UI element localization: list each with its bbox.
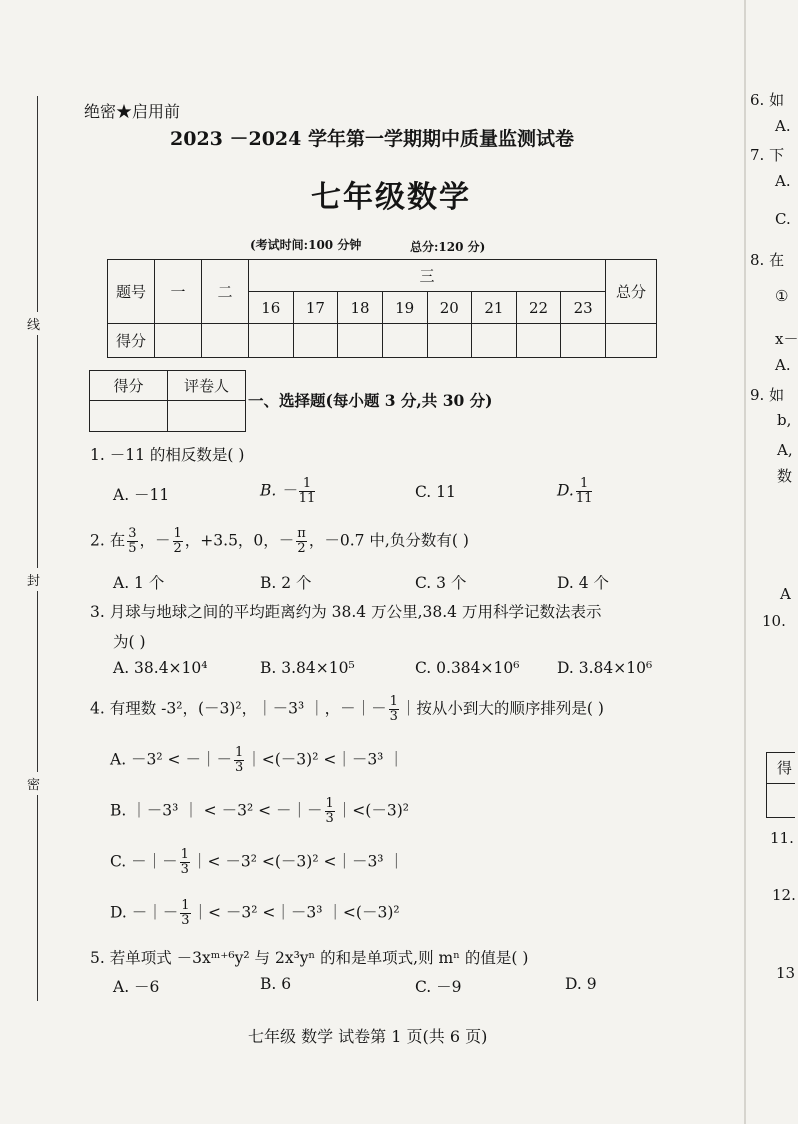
- q2-t3: ，－0.7 中,负分数有( ): [308, 531, 469, 550]
- rc-q9-a: A,: [777, 441, 793, 459]
- q2-frac1: [127, 527, 137, 556]
- q5-option-a: A. －6: [113, 978, 160, 996]
- q1-d-label: D.: [557, 481, 574, 500]
- score-cell: [293, 324, 338, 358]
- rc-q7: 7. 下: [750, 146, 785, 164]
- secret-label: 绝密★启用前: [84, 102, 181, 121]
- grader-score-label: 得分: [90, 371, 168, 401]
- q4-d-frac: [180, 899, 190, 928]
- rc-q9-shu: 数: [777, 467, 793, 485]
- grader-cell: [90, 401, 168, 432]
- page-fold: [744, 0, 746, 1124]
- score-sub-col: 17: [293, 292, 338, 324]
- q2-f1d: 5: [128, 541, 137, 556]
- q4-b-post: ｜<(－3)²: [336, 801, 409, 820]
- q4-stem-pre: 4. 有理数 -3²，(－3)²，｜－3³ ｜，－｜－: [90, 699, 387, 718]
- score-sub-col: 18: [338, 292, 383, 324]
- rc-q8-x: x－: [775, 330, 798, 348]
- q1-d-fraction: [576, 477, 593, 506]
- q2-f1n: 3: [128, 526, 137, 541]
- q3-stem-line2: 为( ): [113, 633, 146, 651]
- score-col-total: 总分: [606, 260, 657, 324]
- q4-d-num: 1: [181, 898, 190, 913]
- score-sub-col: 22: [516, 292, 561, 324]
- q4-b-frac: [325, 797, 335, 826]
- subject-title: 七年级数学: [311, 180, 471, 215]
- q2-option-b: B. 2 个: [260, 574, 312, 592]
- q3-stem-line1: 3. 月球与地球之间的平均距离约为 38.4 万公里,38.4 万用科学记数法表示: [90, 603, 602, 621]
- q1-stem: 1. －11 的相反数是( ): [90, 446, 245, 464]
- q4-option-a: [110, 746, 404, 775]
- rc-q8: 8. 在: [750, 251, 785, 269]
- grader-cell: [168, 401, 246, 432]
- score-cell: [516, 324, 561, 358]
- score-cell: [472, 324, 517, 358]
- q2-option-d: D. 4 个: [557, 574, 610, 592]
- q4-option-c: [110, 848, 404, 877]
- q4-b-pre: B. ｜－3³ ｜ < －3² < －｜－: [110, 801, 323, 820]
- rc-q8-circ: ①: [775, 287, 789, 305]
- q2-option-a: A. 1 个: [113, 574, 165, 592]
- score-col-one: 一: [155, 260, 202, 324]
- q4-fd: 3: [389, 709, 398, 724]
- q2-t0: 2. 在: [90, 531, 126, 550]
- q4-d-pre: D. －｜－: [110, 903, 179, 922]
- binding-line: [37, 96, 38, 1001]
- q2-option-c: C. 3 个: [415, 574, 467, 592]
- q4-a-frac: [234, 746, 244, 775]
- rc-q7c: C.: [775, 210, 791, 228]
- exam-title: 2023 －2024 学年第一学期期中质量监测试卷: [170, 128, 574, 150]
- q3-option-c: C. 0.384×10⁶: [415, 659, 520, 677]
- q1-b-den: 11: [298, 491, 316, 506]
- q4-option-d: [110, 899, 400, 928]
- total-points: 总分:120 分): [410, 240, 486, 254]
- q1-b-fraction: [299, 477, 316, 506]
- q1-b-num: 1: [299, 477, 316, 492]
- q1-d-den: 11: [575, 491, 593, 506]
- q2-frac2: [173, 527, 183, 556]
- q4-c-pre: C. －｜－: [110, 852, 178, 871]
- score-table-label-q: 题号: [108, 260, 155, 324]
- rc-q13: 13: [776, 964, 796, 982]
- page-footer: 七年级 数学 试卷第 1 页(共 6 页): [248, 1027, 488, 1046]
- score-sub-col: 20: [427, 292, 472, 324]
- score-table-label-score: 得分: [108, 324, 155, 358]
- score-sub-col: 23: [561, 292, 606, 324]
- q4-stem-frac: [389, 695, 399, 724]
- q2-f2d: 2: [173, 541, 182, 556]
- q3-option-a: A. 38.4×10⁴: [113, 659, 208, 677]
- q2-f2n: 1: [173, 526, 182, 541]
- grader-box: [89, 370, 246, 432]
- q2-stem: [90, 527, 469, 556]
- rc-q6: 6. 如: [750, 91, 785, 109]
- q4-c-num: 1: [180, 847, 189, 862]
- q3-option-b: B. 3.84×10⁵: [260, 659, 355, 677]
- q4-a-post: ｜<(－3)² <｜－3³ ｜: [246, 750, 404, 769]
- q4-d-post: ｜< －3² <｜－3³ ｜<(－3)²: [192, 903, 400, 922]
- q1-option-a: A. －11: [113, 486, 170, 504]
- rc-q10: 10.: [762, 612, 786, 630]
- q4-stem-post: ｜按从小到大的顺序排列是( ): [400, 699, 604, 718]
- q1-option-c: C. 11: [415, 483, 456, 501]
- q5-option-b: B. 6: [260, 975, 292, 993]
- binding-mark-line: 线: [27, 312, 40, 335]
- score-cell: [561, 324, 606, 358]
- binding-mark-secret: 密: [27, 772, 40, 795]
- score-sub-col: 21: [472, 292, 517, 324]
- q4-c-frac: [180, 848, 190, 877]
- rc-q7a: A.: [775, 172, 791, 190]
- score-cell: [202, 324, 249, 358]
- q2-frac3: [296, 527, 307, 556]
- score-cell: [606, 324, 657, 358]
- rc-q8a: A.: [775, 356, 791, 374]
- section1-title: 一、选择题(每小题 3 分,共 30 分): [248, 391, 493, 410]
- q4-fn: 1: [389, 694, 398, 709]
- score-sub-col: 19: [382, 292, 427, 324]
- rc-q12: 12.: [772, 886, 796, 904]
- exam-time: (考试时间:100 分钟: [250, 238, 362, 252]
- q4-c-post: ｜< －3² <(－3)² <｜－3³ ｜: [191, 852, 404, 871]
- q2-t1: ，－: [139, 531, 171, 550]
- q1-b-label: B. －: [260, 481, 297, 500]
- q3-option-d: D. 3.84×10⁶: [557, 659, 653, 677]
- q4-a-den: 3: [234, 760, 244, 775]
- q4-option-b: [110, 797, 409, 826]
- score-cell: [427, 324, 472, 358]
- q4-a-num: 1: [234, 745, 244, 760]
- score-col-two: 二: [202, 260, 249, 324]
- q2-f3d: 2: [297, 541, 306, 556]
- score-cell: [338, 324, 383, 358]
- rc-score-box: [766, 752, 795, 818]
- rc-q6a: A.: [775, 117, 791, 135]
- q5-option-d: D. 9: [565, 975, 597, 993]
- grader-name-label: 评卷人: [168, 371, 246, 401]
- q1-option-b: [260, 477, 317, 506]
- score-table: [107, 259, 657, 358]
- score-cell: [382, 324, 427, 358]
- score-col-three: 三: [249, 260, 606, 292]
- q4-a-pre: A. －3² < －｜－: [110, 750, 232, 769]
- binding-mark-seal: 封: [27, 568, 40, 591]
- score-cell: [249, 324, 294, 358]
- score-cell: [155, 324, 202, 358]
- q4-c-den: 3: [180, 862, 189, 877]
- rc-q9-b: b,: [777, 411, 792, 429]
- q1-option-d: [557, 477, 594, 506]
- q4-d-den: 3: [181, 913, 190, 928]
- score-sub-col: 16: [249, 292, 294, 324]
- q4-stem: [90, 695, 604, 724]
- rc-q9: 9. 如: [750, 386, 785, 404]
- q4-b-num: 1: [325, 796, 334, 811]
- q2-t2: ，+3.5，0，－: [184, 531, 295, 550]
- q2-f3n: π: [297, 526, 306, 541]
- rc-q9-A: A: [780, 585, 791, 603]
- rc-q11: 11.: [770, 829, 794, 847]
- q1-d-num: 1: [576, 477, 593, 492]
- q4-b-den: 3: [325, 811, 334, 826]
- q5-stem: 5. 若单项式 －3xᵐ⁺⁶y² 与 2x³yⁿ 的和是单项式,则 mⁿ 的值是( ): [90, 949, 529, 967]
- rc-score-box-label: 得: [767, 753, 795, 784]
- q5-option-c: C. －9: [415, 978, 462, 996]
